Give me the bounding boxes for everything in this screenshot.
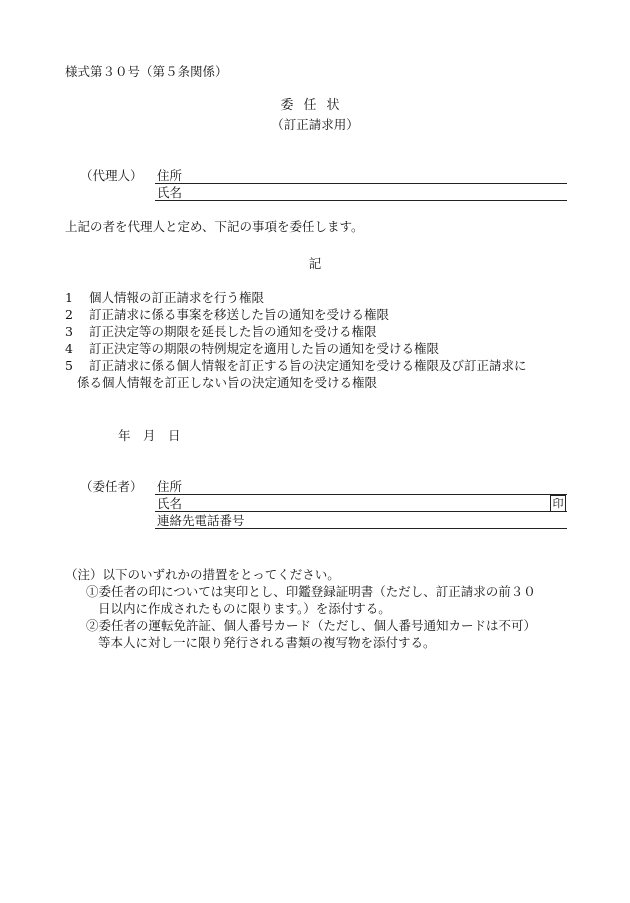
list-item: 1 個人情報の訂正請求を行う権限	[65, 290, 265, 305]
agent-address-line[interactable]	[155, 183, 567, 184]
date-line: 年 月 日	[118, 428, 181, 443]
agent-address-label: 住所	[157, 168, 183, 183]
note-item-2-cont: 等本人に対し一に限り発行される書類の複写物を添付する。	[98, 635, 436, 650]
principal-phone-line[interactable]	[155, 528, 567, 529]
list-item-continuation: 係る個人情報を訂正しない旨の決定通知を受ける権限	[77, 375, 378, 390]
note-header: （注）以下のいずれかの措置をとってください。	[65, 567, 340, 582]
list-item: 3 訂正決定等の期限を延長した旨の通知を受ける権限	[65, 324, 377, 339]
agent-role-label: （代理人）	[80, 168, 143, 183]
agent-name-line[interactable]	[155, 200, 567, 201]
note-item-1-cont: 日以内に作成されたものに限ります。）を添付する。	[98, 601, 391, 616]
list-item: 5 訂正請求に係る個人情報を訂正する旨の決定通知を受ける権限及び訂正請求に	[65, 358, 527, 373]
list-item: 4 訂正決定等の期限の特例規定を適用した旨の通知を受ける権限	[65, 341, 440, 356]
seal-mark: 印	[550, 495, 566, 512]
principal-address-label: 住所	[157, 479, 183, 494]
principal-name-line[interactable]	[155, 511, 567, 512]
principal-phone-label: 連絡先電話番号	[157, 513, 245, 528]
principal-name-label: 氏名	[157, 496, 183, 511]
delegation-statement: 上記の者を代理人と定め、下記の事項を委任します。	[65, 219, 364, 234]
principal-address-line[interactable]	[155, 494, 567, 495]
form-number: 様式第３０号（第５条関係）	[65, 64, 228, 79]
document-subtitle: （訂正請求用）	[271, 117, 359, 132]
list-item: 2 訂正請求に係る事案を移送した旨の通知を受ける権限	[65, 307, 390, 322]
agent-name-label: 氏名	[157, 185, 183, 200]
principal-role-label: （委任者）	[80, 479, 143, 494]
ki-heading: 記	[308, 256, 322, 271]
note-item-2: ②委任者の運転免許証、個人番号カード（ただし、個人番号通知カードは不可）	[86, 618, 537, 633]
document-title: 委任状	[280, 98, 350, 113]
note-item-1: ①委任者の印については実印とし、印鑑登録証明書（ただし、訂正請求の前３０	[86, 584, 536, 599]
